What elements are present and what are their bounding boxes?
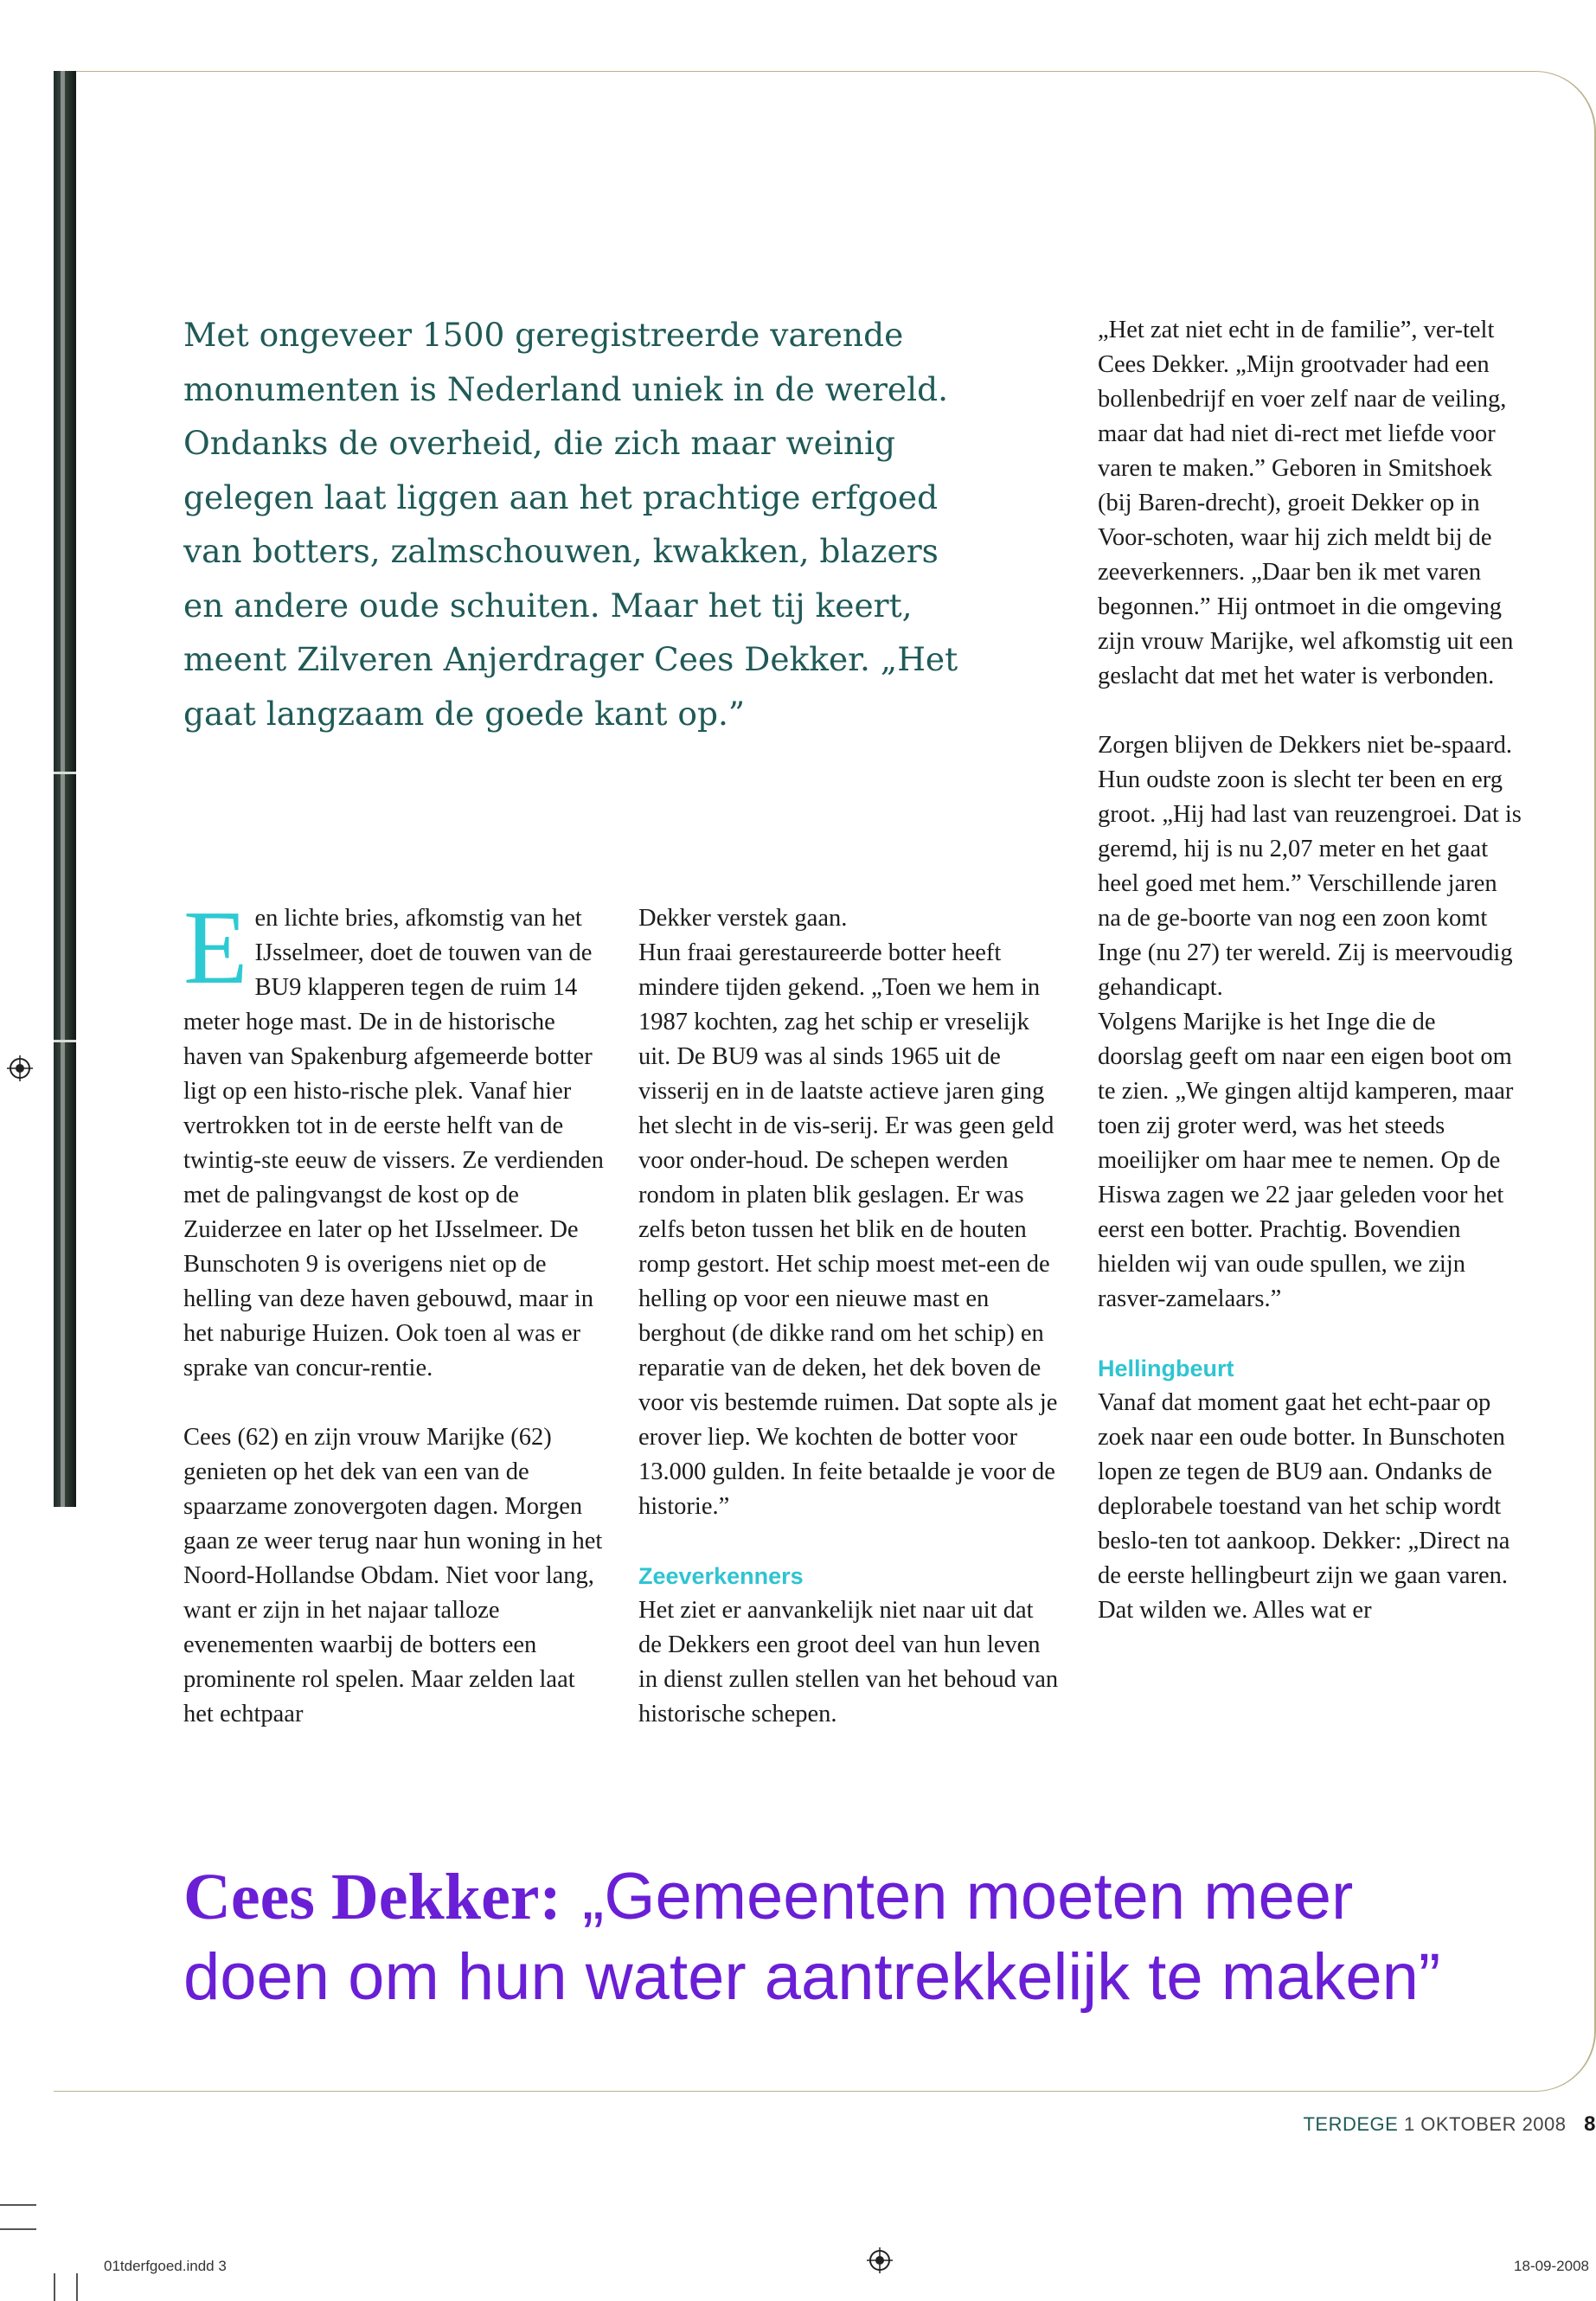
photo-edge-strip (54, 71, 76, 1507)
rigging-detail (54, 1040, 76, 1042)
crop-mark (0, 2228, 36, 2230)
page-number: 8 (1584, 2112, 1596, 2136)
lead-paragraph-text: en lichte bries, afkomstig van het IJsselmeer, doet de touwen van de BU9 klapperen tegen de ruim 14 meter hoge mast. De in de historische haven van Spakenburg afgemeerde botter ligt op een histo-rische plek. Vanaf hier vertrokken tot in de eerste helft van de twintig-ste eeuw de vissers. Ze verdienden met de palingvangst de kost op de Zuiderzee en later op het IJsselmeer. De Bunschoten 9 is overigens niet op de helling van deze haven gebouwd, maar in het naburige Huizen. Ook toen al was er sprake van concur-rentie. (183, 905, 604, 1381)
slug-date: 18-09-2008 (1514, 2258, 1589, 2274)
body-paragraph: Cees (62) en zijn vrouw Marijke (62) genieten op het dek van een van de spaarzame zonovergoten dagen. Morgen gaan ze weer terug naar hun woning in het Noord-Hollandse Obdam. Niet voor lang, want er zijn in het najaar talloze evenementen waarbij de botters een prominente rol spelen. Maar zelden laat het echtpaar (183, 1424, 603, 1727)
body-paragraph: Vanaf dat moment gaat het echt-paar op zoek naar een oude botter. In Bunschoten lopen ze tegen de BU9 aan. Ondanks de deplorabele toestand van het schip wordt beslo-ten tot aankoop. Dekker: „Direct na de eerste hellingbeurt zijn we gaan varen. Dat wilden we. Alles wat er (1098, 1389, 1510, 1624)
drop-cap: E (183, 889, 248, 1006)
magazine-name: TERDEGE (1303, 2113, 1399, 2135)
registration-mark-icon (7, 1055, 33, 1081)
pull-quote-line-2: doen om hun water aantrekkelijk te maken” (183, 1940, 1441, 2014)
body-paragraph: Hun fraai gerestaureerde botter heeft mindere tijden gekend. „Toen we hem in 1987 kochten, zag het schip er vreselijk uit. De BU9 was al sinds 1965 uit de visserij en in de laatste actieve jaren ging het slecht in de vis-serij. Er was geen geld voor onder-houd. De schepen werden rondom in platen blik geslagen. Er was zelfs beton tussen het blik en de houten romp gestort. Het schip moest met-een de helling op voor een nieuwe mast en berghout (de dikke rand om het schip) en reparatie van de deken, het dek boven de voor vis bestemde ruimen. Dat sopte als je erover liep. We kochten de botter voor 13.000 gulden. In feite betaalde je voor de historie.” (638, 939, 1058, 1520)
slug-filename: 01tderfgoed.indd 3 (104, 2258, 227, 2274)
registration-mark-icon (867, 2247, 893, 2273)
subheading-hellingbeurt: Hellingbeurt (1098, 1356, 1234, 1381)
body-paragraph: „Het zat niet echt in de familie”, ver-telt Cees Dekker. „Mijn grootvader had een bollenbedrijf en voer zelf naar de veiling, maar dat had niet di-rect met liefde voor varen te maken.” Geboren in Smitshoek (bij Baren-drecht), groeit Dekker op in Voor-schoten, waar hij zich meldt bij de zeeverkenners. „Daar ben ik met varen begonnen.” Hij ontmoet in die omgeving zijn vrouw Marijke, wel afkomstig uit een geslacht dat met het water is verbonden. (1098, 317, 1514, 689)
pull-quote (183, 1856, 1481, 2017)
crop-mark (76, 2273, 78, 2301)
body-paragraph: Zorgen blijven de Dekkers niet be-spaard. Hun oudste zoon is slecht ter been en erg groot. „Hij had last van reuzengroei. Dat is geremd, hij is nu 2,07 meter en het gaat heel goed met hem.” Verschillende jaren na de ge-boorte van nog een zoon komt Inge (nu 27) ter wereld. Zij is meervoudig gehandicapt. (1098, 732, 1522, 1001)
body-paragraph: Dekker verstek gaan. (638, 905, 848, 932)
body-paragraph: Het ziet er aanvankelijk niet naar uit dat de Dekkers een groot deel van hun leven in dienst zullen stellen van het behoud van historische schepen. (638, 1597, 1059, 1727)
intro-paragraph: Met ongeveer 1500 geregistreerde varende monumenten is Nederland uniek in de wereld. Ondanks de overheid, die zich maar weinig gelegen laat liggen aan het prachtige erfgoed van botters, zalmschouwen, kwakken, blazers en andere oude schuiten. Maar het tij keert, meent Zilveren Anjerdrager Cees Dekker. „Het gaat langzaam de goede kant op.” (183, 316, 958, 733)
lead-paragraph (183, 889, 607, 1386)
body-column-3 (1098, 313, 1522, 1628)
issue-date: 1 OKTOBER 2008 (1403, 2113, 1567, 2135)
rigging-detail (54, 772, 76, 774)
body-paragraph: Volgens Marijke is het Inge die de doorslag geeft om naar een eigen boot om te zien. „We gingen altijd kamperen, maar toen zij groter werd, was het steeds moeilijker om haar mee te nemen. Op de Hiswa zagen we 22 jaar geleden voor het eerst een botter. Prachtig. Bovendien hielden wij van oude spullen, we zijn rasver-zamelaars.” (1098, 1009, 1514, 1312)
pull-quote-line-1: „Gemeenten moeten meer (582, 1860, 1354, 1933)
pull-quote-name: Cees Dekker: (183, 1861, 561, 1933)
crop-mark (54, 2273, 55, 2301)
mast-detail (61, 71, 65, 1507)
body-column-1 (183, 889, 607, 1732)
body-column-2 (638, 901, 1062, 1732)
crop-mark (0, 2204, 36, 2206)
folio (1077, 2112, 1596, 2137)
subheading-zeeverkenners: Zeeverkenners (638, 1563, 804, 1589)
